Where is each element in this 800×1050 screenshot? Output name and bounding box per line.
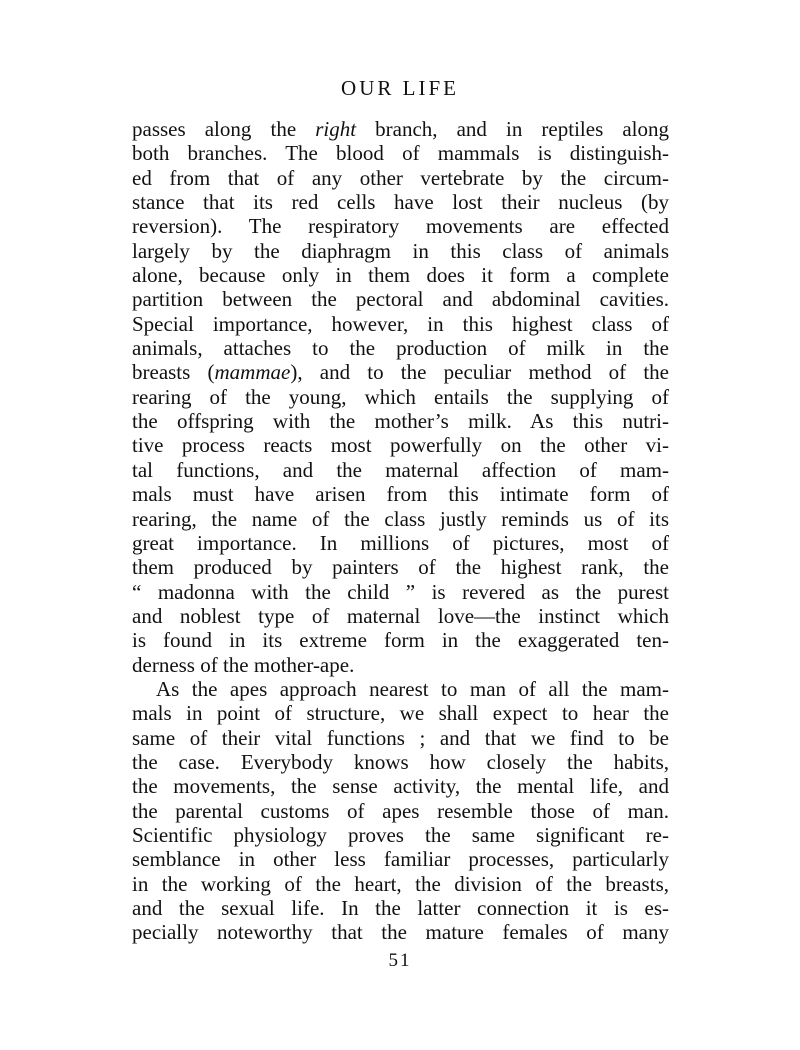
text-line <box>132 190 669 214</box>
text-line <box>132 628 669 652</box>
italic-term: mammae <box>214 360 291 385</box>
text-line <box>132 117 669 141</box>
line-text: rearing, the name of the class justly reminds us of its <box>132 506 669 531</box>
line-text: ), and to the peculiar method of the <box>290 360 669 385</box>
line-text: rearing of the young, which entails the supplying of <box>132 384 669 409</box>
page-number: 51 <box>388 950 412 971</box>
text-line <box>132 726 669 750</box>
line-text: As the apes approach nearest to man of all the mam- <box>156 676 669 701</box>
line-text: partition between the pectoral and abdominal cavities. <box>132 287 669 312</box>
line-text: passes along the <box>132 117 316 141</box>
line-text: branch, and in reptiles along <box>356 117 669 141</box>
text-line <box>132 604 669 628</box>
text-line <box>132 823 669 847</box>
line-text: and the sexual life. In the latter connection it is es- <box>132 896 669 920</box>
text-line <box>132 701 669 725</box>
line-text: animals, attaches to the production of milk in the <box>132 336 669 361</box>
line-text: derness of the mother-ape. <box>132 652 355 677</box>
line-text: tal functions, and the maternal affection of mam- <box>132 457 669 482</box>
text-line <box>132 653 669 677</box>
text-line <box>132 312 669 336</box>
text-line <box>132 336 669 360</box>
line-text: breasts ( <box>132 360 215 385</box>
text-line <box>132 360 669 384</box>
line-text: Special importance, however, in this highest class of <box>132 311 669 336</box>
text-line <box>132 555 669 579</box>
text-line <box>132 141 669 165</box>
text-line <box>132 799 669 823</box>
line-text: the parental customs of apes resemble those of man. <box>132 798 669 823</box>
line-text: is found in its extreme form in the exaggerated ten- <box>132 628 669 653</box>
text-line <box>132 677 669 701</box>
paragraph <box>132 117 669 677</box>
text-line <box>132 774 669 798</box>
text-line <box>132 580 669 604</box>
text-line <box>132 239 669 263</box>
line-text: both branches. The blood of mammals is distinguish- <box>132 141 669 166</box>
text-line <box>132 872 669 896</box>
line-text: “ madonna with the child ” is revered as the purest <box>132 579 669 604</box>
paragraph <box>132 677 669 945</box>
text-line <box>132 531 669 555</box>
line-text: same of their vital functions ; and that we find to be <box>132 725 669 750</box>
line-text: the offspring with the mother’s milk. As this nutri- <box>132 409 669 434</box>
line-text: the case. Everybody knows how closely the habits, <box>132 749 669 774</box>
line-text: and noblest type of maternal love—the instinct which <box>132 603 669 628</box>
text-line <box>132 750 669 774</box>
running-head: OUR LIFE <box>341 76 459 100</box>
line-text: semblance in other less familiar processes, particularly <box>132 847 669 872</box>
body-text <box>132 117 669 945</box>
text-line <box>132 409 669 433</box>
text-line <box>132 166 669 190</box>
line-text: ed from that of any other vertebrate by the circum- <box>132 165 669 190</box>
text-line <box>132 263 669 287</box>
text-line <box>132 214 669 238</box>
line-text: tive process reacts most powerfully on the other vi- <box>132 433 669 458</box>
text-line <box>132 482 669 506</box>
line-text: reversion). The respiratory movements are effected <box>132 214 669 239</box>
line-text: pecially noteworthy that the mature females of many <box>132 920 669 945</box>
text-line <box>132 920 669 944</box>
text-line <box>132 896 669 920</box>
line-text: Scientific physiology proves the same significant re- <box>132 822 669 847</box>
line-text: alone, because only in them does it form a complete <box>132 263 669 288</box>
line-text: them produced by painters of the highest rank, the <box>132 555 669 580</box>
text-line <box>132 287 669 311</box>
text-line <box>132 458 669 482</box>
line-text: the movements, the sense activity, the mental life, and <box>132 774 669 799</box>
line-text: in the working of the heart, the division of the breasts, <box>132 871 669 896</box>
text-line <box>132 847 669 871</box>
text-line <box>132 433 669 457</box>
italic-term: right <box>315 117 357 141</box>
line-text: mals must have arisen from this intimate form of <box>132 482 669 507</box>
line-text: stance that its red cells have lost their nucleus (by <box>132 190 669 215</box>
line-text: mals in point of structure, we shall expect to hear the <box>132 701 669 726</box>
text-line <box>132 385 669 409</box>
line-text: great importance. In millions of pictures, most of <box>132 530 669 555</box>
line-text: largely by the diaphragm in this class of animals <box>132 238 669 263</box>
text-line <box>132 507 669 531</box>
